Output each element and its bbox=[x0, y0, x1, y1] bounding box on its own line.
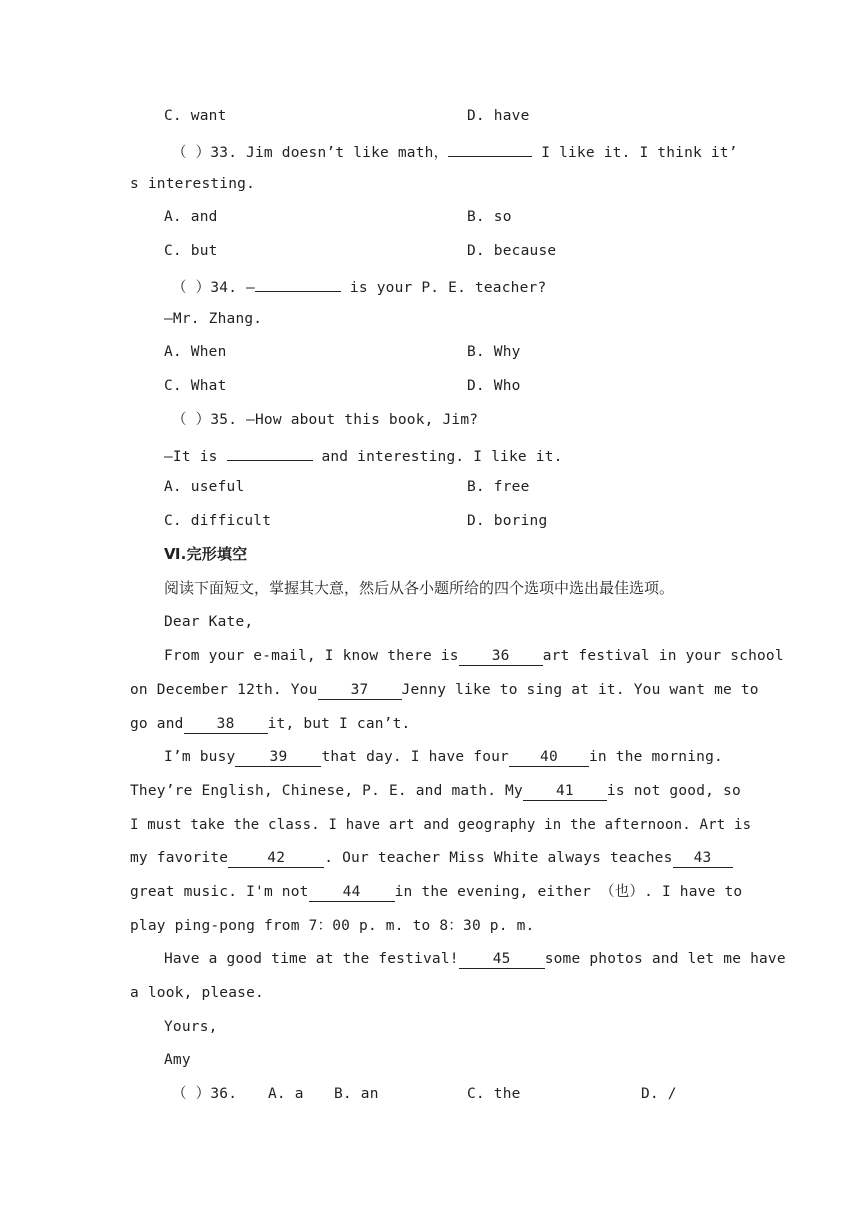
blank-39: 39 bbox=[235, 748, 321, 767]
blank-44: 44 bbox=[309, 883, 395, 902]
text: some photos and let me have bbox=[544, 951, 786, 967]
text: my favorite bbox=[130, 850, 229, 866]
q32-option-d: D. have bbox=[467, 108, 530, 124]
q36-option-a: A. a bbox=[268, 1086, 304, 1102]
letter-line-10 bbox=[164, 949, 786, 969]
letter-signature: Amy bbox=[164, 1052, 191, 1068]
text: Jenny like to sing at it. You want me to bbox=[401, 682, 759, 698]
q33-option-c: C. but bbox=[164, 243, 218, 259]
letter-line-1 bbox=[164, 646, 784, 666]
q34-option-c: C. What bbox=[164, 378, 227, 394]
letter-line-8 bbox=[130, 882, 743, 902]
letter-line-9: play ping-pong from 7：00 p. m. to 8：30 p. m. bbox=[130, 918, 535, 934]
q35-option-b: B. free bbox=[467, 479, 530, 495]
q33-option-b: B. so bbox=[467, 209, 512, 225]
q33-number: （ ）33. Jim doesn’t like math， bbox=[172, 145, 449, 161]
text: They’re English, Chinese, P. E. and math. My bbox=[130, 783, 523, 799]
q33-option-d: D. because bbox=[467, 243, 557, 259]
text: is not good, so bbox=[606, 783, 741, 799]
q34-number: （ ）34. — bbox=[172, 280, 255, 296]
letter-line-6: I must take the class. I have art and geography in the afternoon. Art is bbox=[130, 817, 752, 833]
q34-stem-tail: is your P. E. teacher? bbox=[340, 280, 547, 296]
text: art festival in your school bbox=[542, 648, 784, 664]
text: that day. I have four bbox=[321, 749, 509, 765]
letter-line-2 bbox=[130, 680, 759, 700]
q35-option-c: C. difficult bbox=[164, 513, 272, 529]
q34-answer: —Mr. Zhang. bbox=[164, 311, 263, 327]
q35-stem-tail: and interesting. I like it. bbox=[312, 449, 563, 465]
letter-line-4 bbox=[164, 747, 764, 767]
q35-stem-line2 bbox=[164, 444, 764, 467]
q35-stem: （ ）35. —How about this book, Jim? bbox=[172, 412, 479, 428]
letter-closing: Yours, bbox=[164, 1019, 218, 1035]
letter-line-11: a look, please. bbox=[130, 985, 264, 1001]
q33-option-a: A. and bbox=[164, 209, 218, 225]
blank-36: 36 bbox=[459, 647, 543, 666]
q34-blank bbox=[255, 275, 341, 292]
text: it, but I can’t. bbox=[267, 716, 411, 732]
blank-37: 37 bbox=[318, 681, 402, 700]
text: in the morning. bbox=[588, 749, 723, 765]
letter-line-7 bbox=[130, 848, 730, 868]
q36-option-d: D. / bbox=[641, 1086, 677, 1102]
q35-blank bbox=[227, 444, 313, 461]
text: From your e-mail, I know there is bbox=[164, 648, 459, 664]
text: Have a good time at the festival! bbox=[164, 951, 459, 967]
text: in the evening, either （也）. I have to bbox=[394, 884, 743, 900]
blank-40: 40 bbox=[509, 748, 589, 767]
blank-45: 45 bbox=[459, 950, 545, 969]
q34-option-a: A. When bbox=[164, 344, 227, 360]
q36-stem: （ ）36. bbox=[172, 1086, 238, 1102]
q33-blank bbox=[448, 140, 532, 157]
q35-option-d: D. boring bbox=[467, 513, 548, 529]
letter-line-5 bbox=[130, 781, 741, 801]
section-instruction: 阅读下面短文，掌握其大意，然后从各小题所给的四个选项中选出最佳选项。 bbox=[164, 579, 675, 597]
q35-stem-pre: —It is bbox=[164, 449, 227, 465]
q33-stem-line2: s interesting. bbox=[130, 176, 256, 192]
text: . Our teacher Miss White always teaches bbox=[324, 850, 673, 866]
q35-option-a: A. useful bbox=[164, 479, 245, 495]
blank-43: 43 bbox=[673, 849, 733, 868]
q33-stem bbox=[172, 140, 772, 163]
section-heading: Ⅵ.完形填空 bbox=[164, 545, 248, 563]
text: I’m busy bbox=[164, 749, 236, 765]
blank-38: 38 bbox=[184, 715, 268, 734]
blank-42: 42 bbox=[228, 849, 324, 868]
text: great music. I'm not bbox=[130, 884, 309, 900]
letter-line-3 bbox=[130, 714, 730, 734]
text: on December 12th. You bbox=[130, 682, 318, 698]
q32-option-c: C. want bbox=[164, 108, 227, 124]
letter-greeting: Dear Kate, bbox=[164, 614, 254, 630]
q34-option-d: D. Who bbox=[467, 378, 521, 394]
q33-stem-tail: I like it. I think it’ bbox=[532, 145, 738, 161]
blank-41: 41 bbox=[523, 782, 607, 801]
text: go and bbox=[130, 716, 184, 732]
q34-stem bbox=[172, 275, 772, 298]
q36-option-b: B. an bbox=[334, 1086, 379, 1102]
q36-option-c: C. the bbox=[467, 1086, 521, 1102]
q34-option-b: B. Why bbox=[467, 344, 521, 360]
